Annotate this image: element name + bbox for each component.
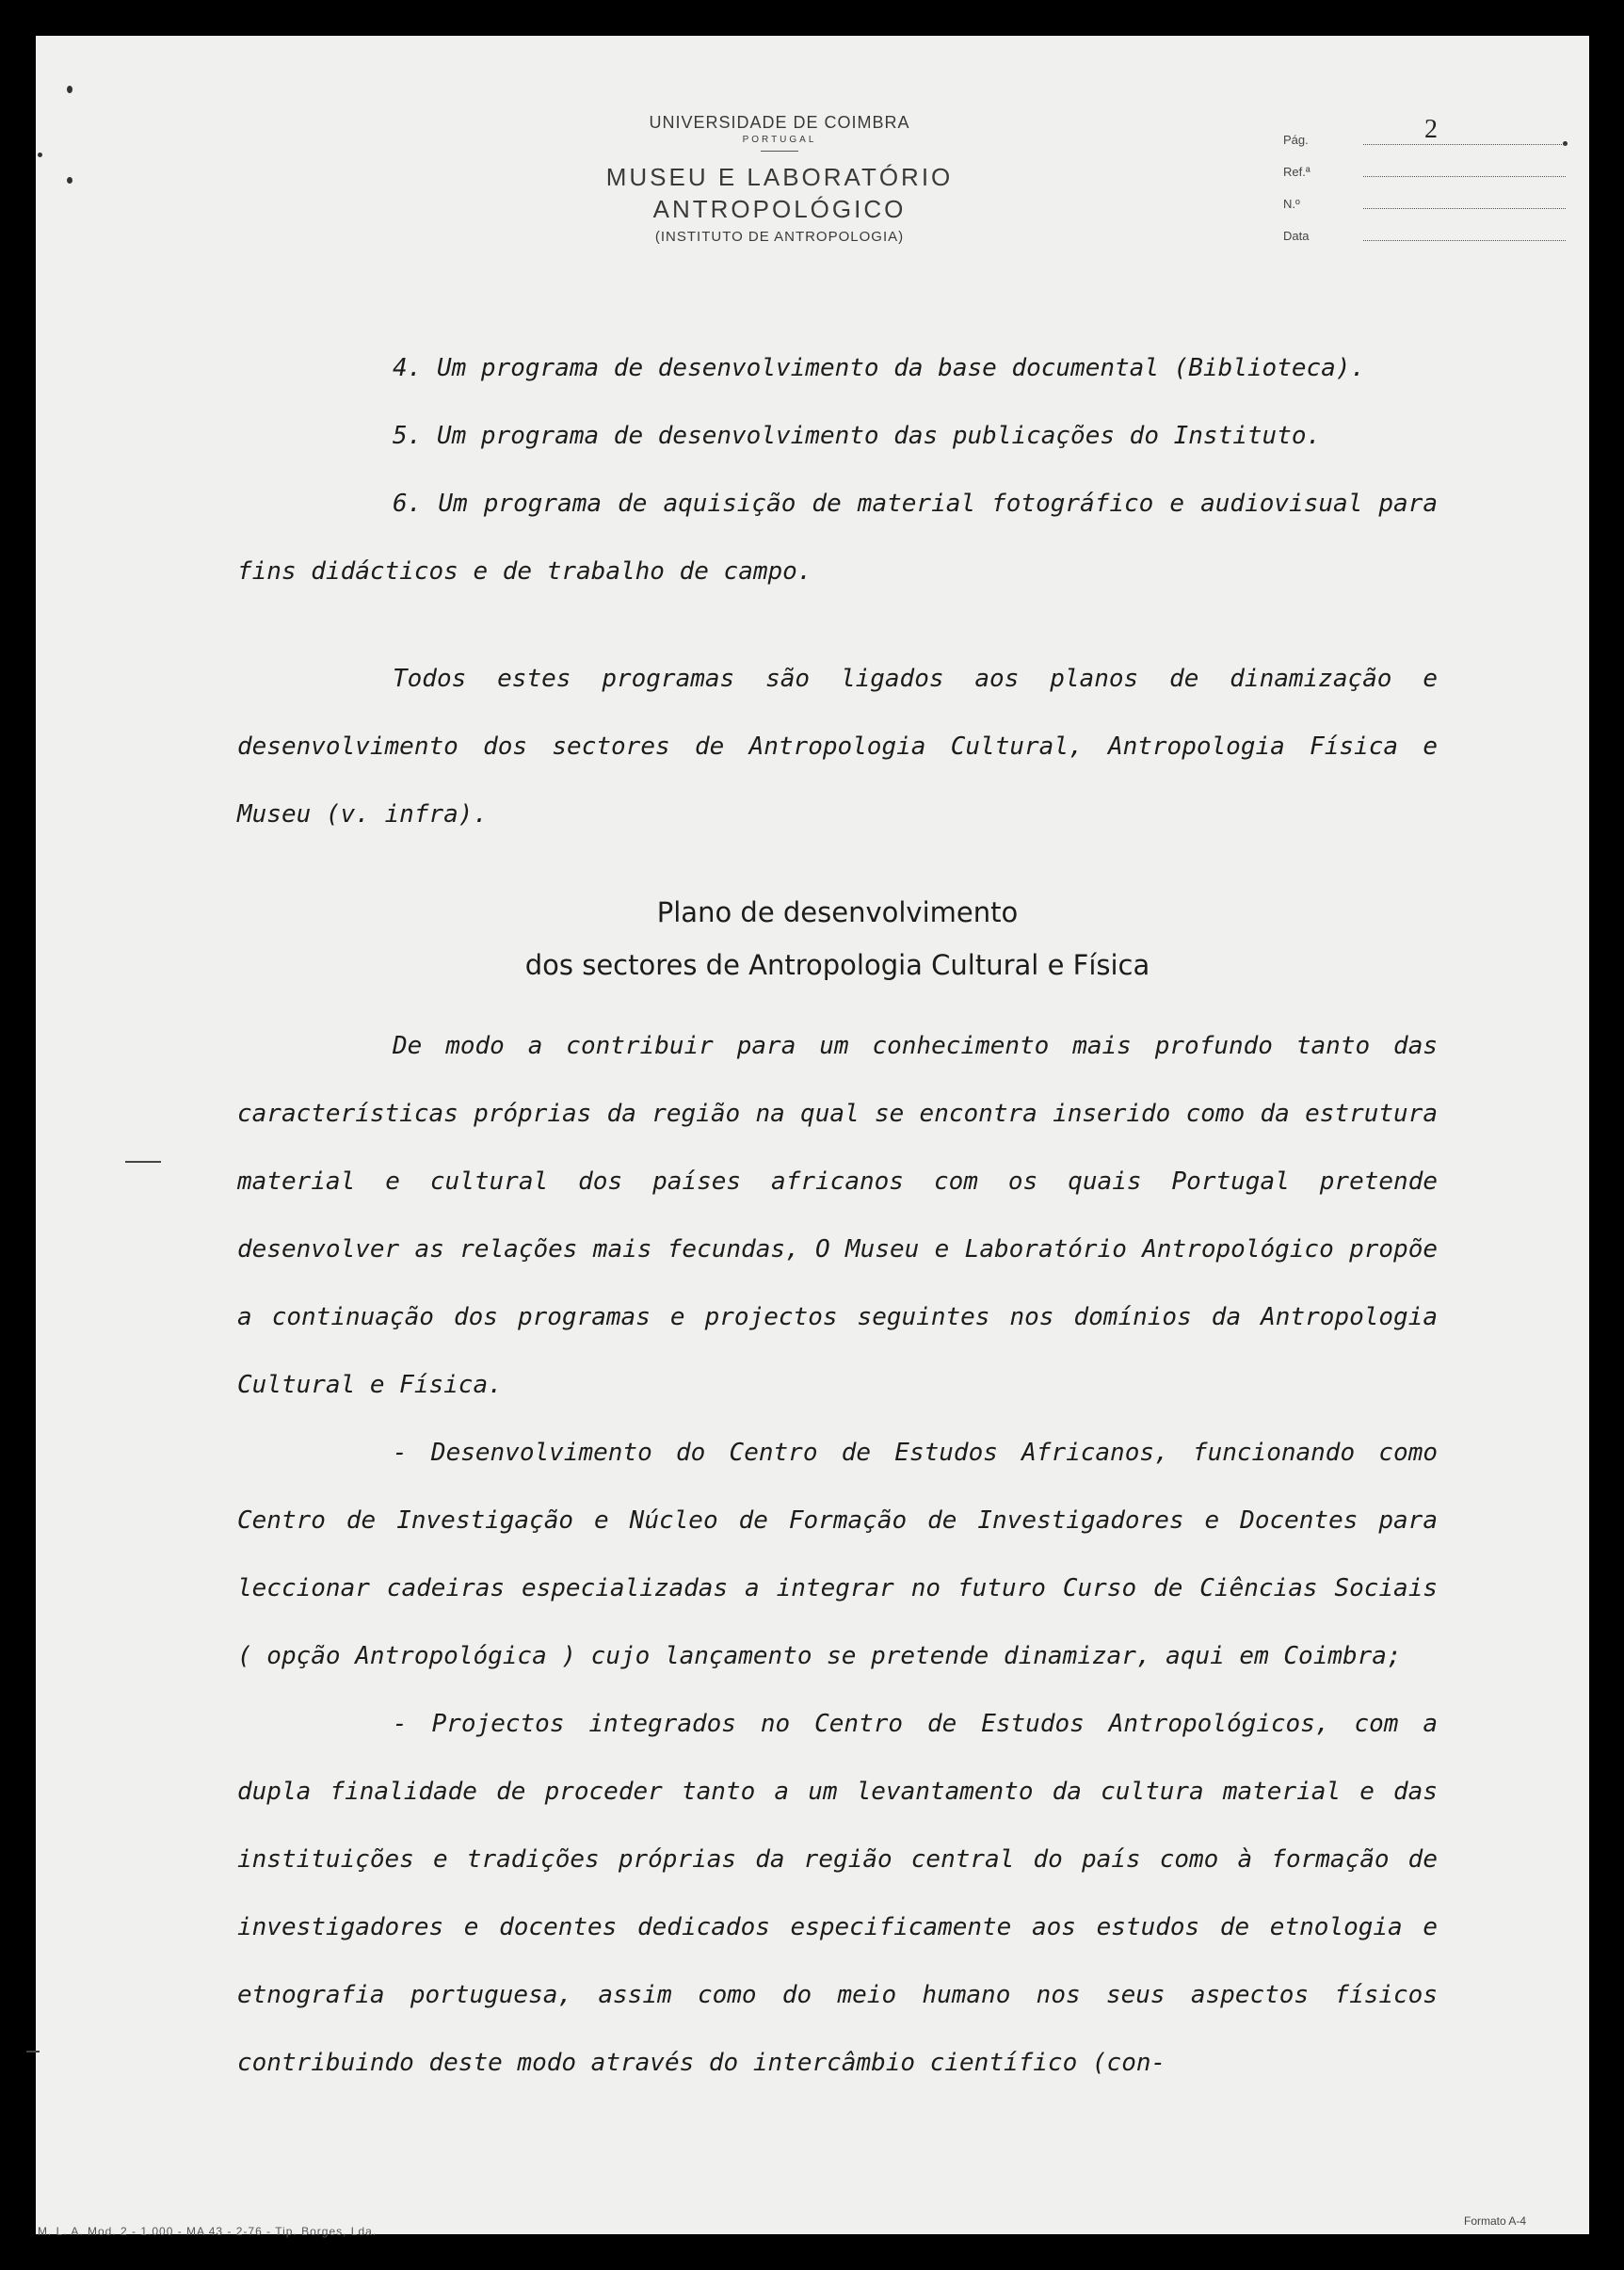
field-num-label: N.º xyxy=(1283,197,1300,211)
margin-mark xyxy=(125,1161,161,1163)
paragraph-programs: Todos estes programas são ligados aos planos de dinamização e desenvolvimento dos sectores de Antropologia Cultural, Antropologia Física e Museu (v. infra). xyxy=(237,665,1438,829)
field-num-line xyxy=(1363,208,1566,209)
scan-speck xyxy=(67,86,72,93)
field-ref xyxy=(1283,153,1566,185)
section-heading-line1: Plano de desenvolvimento xyxy=(656,896,1019,928)
letterhead xyxy=(544,113,1015,245)
institute-name: (INSTITUTO DE ANTROPOLOGIA) xyxy=(654,229,905,245)
page-number: 2 xyxy=(1424,115,1438,144)
spacer xyxy=(237,605,1438,645)
museum-name-line2: ANTROPOLÓGICO xyxy=(652,195,907,223)
document-body xyxy=(237,334,1438,2097)
spacer xyxy=(237,848,1438,886)
paragraph-item-5: 5. Um programa de desenvolvimento das publicações do Instituto. xyxy=(393,422,1322,450)
letterhead-divider xyxy=(761,151,798,152)
museum-name-line1: MUSEU E LABORATÓRIO xyxy=(605,163,954,191)
spacer xyxy=(237,991,1438,1012)
country-name: PORTUGAL xyxy=(742,135,817,145)
print-imprint: M. L. A. Mod. 2 - 1.000 - MA 43 - 2-76 - Tip. Borges, Lda. xyxy=(38,2225,378,2238)
scan-speck xyxy=(67,177,72,184)
field-date-line xyxy=(1363,240,1566,241)
reference-fields xyxy=(1283,115,1566,249)
university-name: UNIVERSIDADE DE COIMBRA xyxy=(649,113,910,132)
field-date-label: Data xyxy=(1283,229,1310,243)
field-pag-label: Pág. xyxy=(1283,133,1309,147)
format-label: Formato A-4 xyxy=(1464,2214,1527,2228)
paragraph-intro: De modo a contribuir para um conhecimento mais profundo tanto das características próprias da região na qual se encontra inserido como da estrutura material e cultural dos países africanos com os quais Portugal pretende desenvolver as relações mais fecundas, O Museu e Laboratório Antropológico propõe a continuação dos programas e projectos seguintes nos domínios da Antropologia Cultural e Física. xyxy=(237,1032,1438,1399)
paragraph-anthropological-studies: - Projectos integrados no Centro de Estudos Antropológicos, com a dupla finalidade de proceder tanto a um levantamento da cultura material e das instituições e tradições próprias da região central do país como à formação de investigadores e docentes dedicados especificamente aos estudos de etnologia e etnografia portuguesa, assim como do meio humano nos seus aspectos físicos contribuindo deste modo através do intercâmbio científico (con- xyxy=(237,1710,1438,2077)
paragraph-item-4: 4. Um programa de desenvolvimento da base documental (Biblioteca). xyxy=(393,354,1366,382)
field-num xyxy=(1283,185,1566,217)
field-ref-label: Ref.ª xyxy=(1283,165,1310,179)
paragraph-african-studies: - Desenvolvimento do Centro de Estudos Africanos, funcionando como Centro de Investigação e Núcleo de Formação de Investigadores e Docentes para leccionar cadeiras especializadas a integrar no futuro Curso de Ciências Sociais ( opção Antropológica ) cujo lançamento se pretende dinamizar, aqui em Coimbra; xyxy=(237,1439,1438,1670)
field-pag xyxy=(1283,115,1566,153)
field-date xyxy=(1283,217,1566,249)
field-ref-line xyxy=(1363,176,1566,177)
margin-mark xyxy=(26,2051,40,2053)
paragraph-item-6: 6. Um programa de aquisição de material fotográfico e audiovisual para fins didácticos e de trabalho de campo. xyxy=(237,490,1438,586)
field-pag-line xyxy=(1363,144,1566,145)
scan-speck xyxy=(38,153,42,157)
section-heading-line2: dos sectores de Antropologia Cultural e Física xyxy=(524,949,1150,981)
